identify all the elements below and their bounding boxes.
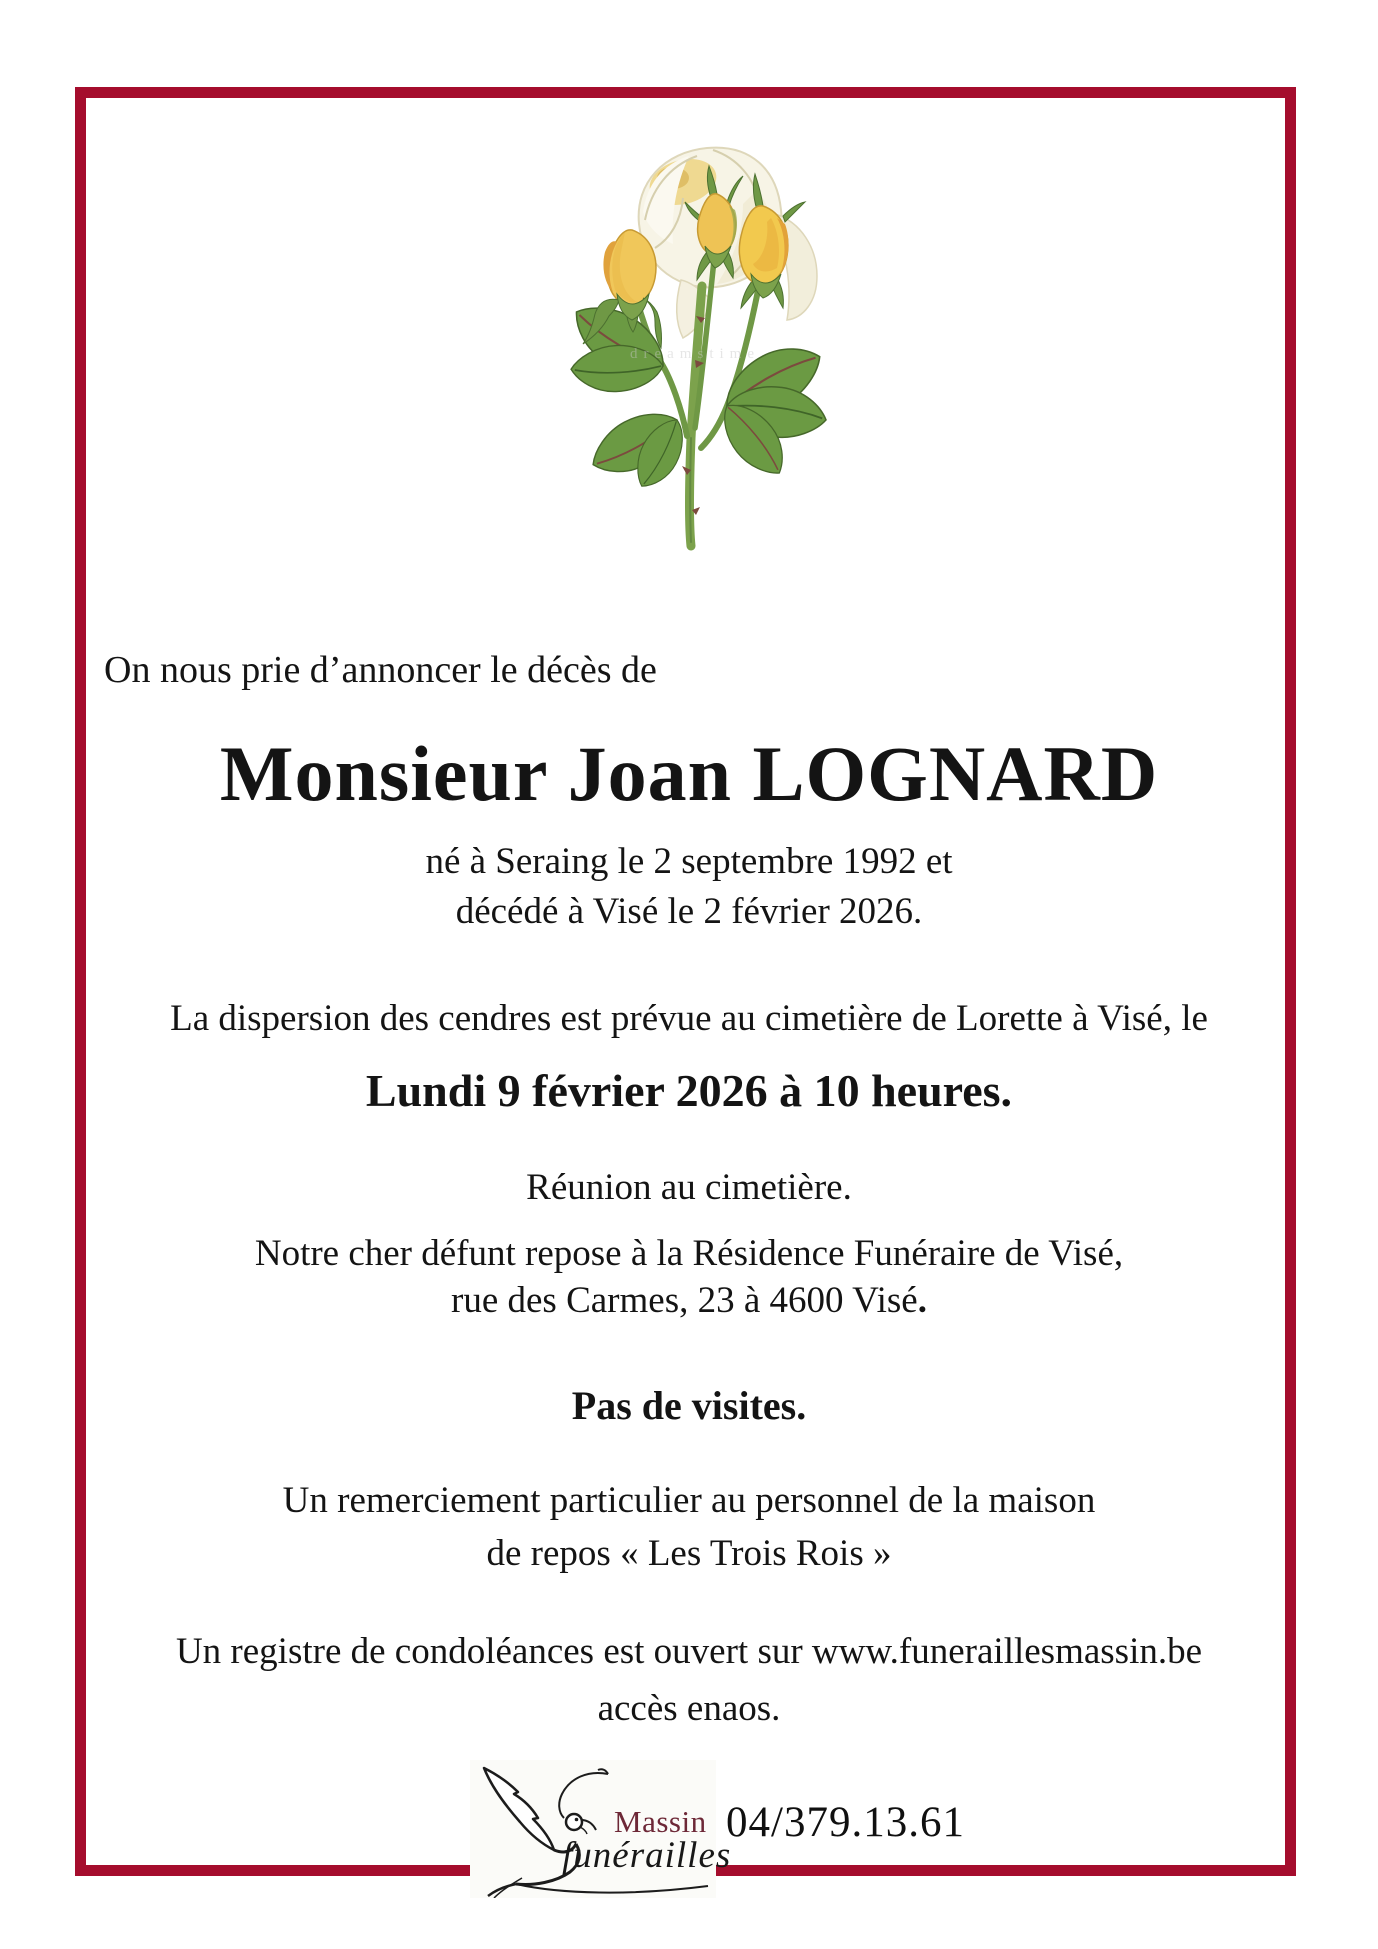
phone-number: 04/379.13.61: [726, 1799, 965, 1846]
repose-line-2: [0, 1279, 1378, 1323]
repose-line-2-period: .: [917, 1280, 927, 1321]
repose-line-1: Notre cher défunt repose à la Résidence Funéraire de Visé,: [254, 1233, 1124, 1274]
meeting-line: Réunion au cimetière.: [526, 1167, 852, 1208]
ceremony-datetime: Lundi 9 février 2026 à 10 heures.: [365, 1065, 1013, 1116]
brand-subtitle: funérailles: [562, 1835, 732, 1876]
register-line-2: accès enaos.: [597, 1688, 781, 1729]
birth-line: né à Seraing le 2 septembre 1992 et: [425, 841, 953, 882]
brand-name: Massin: [614, 1804, 707, 1839]
repose-line-2-text: rue des Carmes, 23 à 4600 Visé: [451, 1280, 918, 1321]
death-line: décédé à Visé le 2 février 2026.: [455, 891, 923, 932]
register-line-1: Un registre de condoléances est ouvert sur www.funeraillesmassin.be: [175, 1631, 1203, 1672]
intro-line: On nous prie d’annoncer le décès de: [104, 649, 657, 691]
funeral-home-logo: [470, 1760, 732, 1898]
rose-watermark: dreamstime: [630, 346, 760, 362]
rose-artwork: [505, 118, 885, 568]
ceremony-line: La dispersion des cendres est prévue au cimetière de Lorette à Visé, le: [170, 998, 1208, 1039]
thanks-line-1: Un remerciement particulier au personnel de la maison: [282, 1480, 1096, 1521]
deceased-name: Monsieur Joan LOGNARD: [219, 730, 1159, 817]
visits-line: Pas de visites.: [571, 1383, 807, 1428]
thanks-line-2: de repos « Les Trois Rois »: [486, 1533, 892, 1574]
